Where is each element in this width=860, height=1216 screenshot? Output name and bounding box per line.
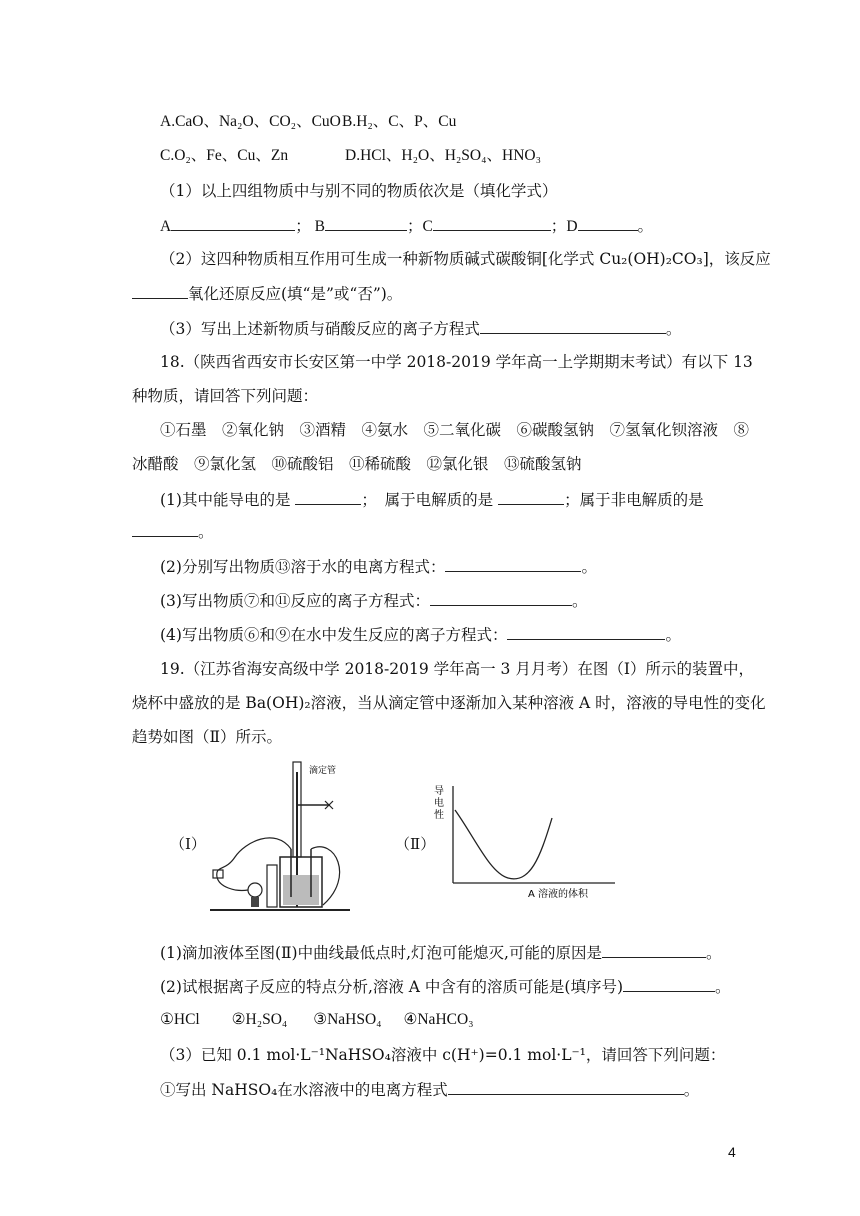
conductivity-curve bbox=[455, 810, 552, 879]
fig2-label: （Ⅱ） bbox=[395, 835, 436, 853]
q17-option-d: D.HCl、H₂O、H₂SO₄、HNO₃ bbox=[345, 147, 541, 164]
q19-stem-line3: 趋势如图（Ⅱ）所示。 bbox=[132, 728, 283, 746]
svg-text:电: 电 bbox=[434, 798, 444, 809]
q19-part3: （3）已知 0.1 mol·L⁻¹NaHSO₄溶液中 c(H⁺)=0.1 mol·L⁻¹，请回答下列问题： bbox=[160, 1046, 726, 1064]
q17-part2-line2: 氧化还原反应(填“是”或“否”)。 bbox=[132, 283, 402, 304]
burette-label: 滴定管 bbox=[309, 766, 337, 776]
q19-part1: (1)滴加液体至图(Ⅱ)中曲线最低点时,灯泡可能熄灭,可能的原因是 。 bbox=[160, 944, 722, 962]
q18-part2: (2)分别写出物质⑬溶于水的电离方程式： 。 bbox=[160, 558, 597, 576]
titration-apparatus-figure bbox=[205, 757, 355, 917]
q18-part1: (1)其中能导电的是 ； 属于电解质的是 ；属于非电解质的是 bbox=[160, 491, 704, 509]
page-number: 4 bbox=[728, 1144, 736, 1160]
q17-part1-blanks: A ； B ；C ；D 。 bbox=[160, 215, 653, 237]
q18-items-line2: 冰醋酸 ⑨氯化氢 ⑩硫酸铝 ⑪稀硫酸 ⑫氯化银 ⑬硫酸氢钠 bbox=[132, 455, 582, 473]
q19-part3-1: ①写出 NaHSO₄在水溶液中的电离方程式 。 bbox=[160, 1081, 700, 1099]
q17-option-a: A.CaO、Na₂O、CO₂、CuO bbox=[160, 113, 341, 130]
q18-stem-line2: 种物质，请回答下列问题： bbox=[132, 387, 319, 405]
q17-option-b: B.H₂、C、P、Cu bbox=[342, 113, 457, 130]
q18-stem-line1: 18.（陕西省西安市长安区第一中学 2018-2019 学年高一上学期期末考试）有以下 13 bbox=[160, 353, 753, 371]
q17-option-c: C.O₂、Fe、Cu、Zn bbox=[160, 147, 289, 164]
q19-stem-line2: 烧杯中盛放的是 Ba(OH)₂溶液，当从滴定管中逐渐加入某种溶液 A 时，溶液的导电性的变化 bbox=[132, 694, 766, 712]
q17-part1: （1）以上四组物质中与别不同的物质依次是（填化学式） bbox=[160, 182, 558, 200]
q18-part4: (4)写出物质⑥和⑨在水中发生反应的离子方程式： 。 bbox=[160, 626, 681, 644]
q18-part3: (3)写出物质⑦和⑪反应的离子方程式： 。 bbox=[160, 592, 588, 610]
q18-items-line1: ①石墨 ②氧化钠 ③酒精 ④氨水 ⑤二氧化碳 ⑥碳酸氢钠 ⑦氢氧化钡溶液 ⑧ bbox=[160, 421, 750, 439]
svg-text:性: 性 bbox=[434, 810, 444, 821]
q17-part2-line1: （2）这四种物质相互作用可生成一种新物质碱式碳酸铜[化学式 Cu₂(OH)₂CO₃]，该反应 bbox=[160, 250, 771, 268]
q19-stem-line1: 19.（江苏省海安高级中学 2018-2019 学年高一 3 月月考）在图（Ⅰ）所示的装置中， bbox=[160, 660, 754, 678]
fig1-label: （Ⅰ） bbox=[170, 835, 206, 853]
q17-part3: （3）写出上述新物质与硝酸反应的离子方程式 。 bbox=[160, 320, 682, 338]
conductivity-curve-figure bbox=[430, 778, 620, 903]
q19-choices: ①HCl ②H₂SO₄ ③NaHSO₄ ④NaHCO₃ bbox=[160, 1011, 474, 1028]
svg-text:A 溶液的体积: A 溶液的体积 bbox=[528, 889, 589, 900]
q18-part1-cont: 。 bbox=[132, 521, 214, 542]
svg-text:导: 导 bbox=[434, 786, 444, 797]
q19-part2: (2)试根据离子反应的特点分析,溶液 A 中含有的溶质可能是(填序号) 。 bbox=[160, 978, 731, 996]
